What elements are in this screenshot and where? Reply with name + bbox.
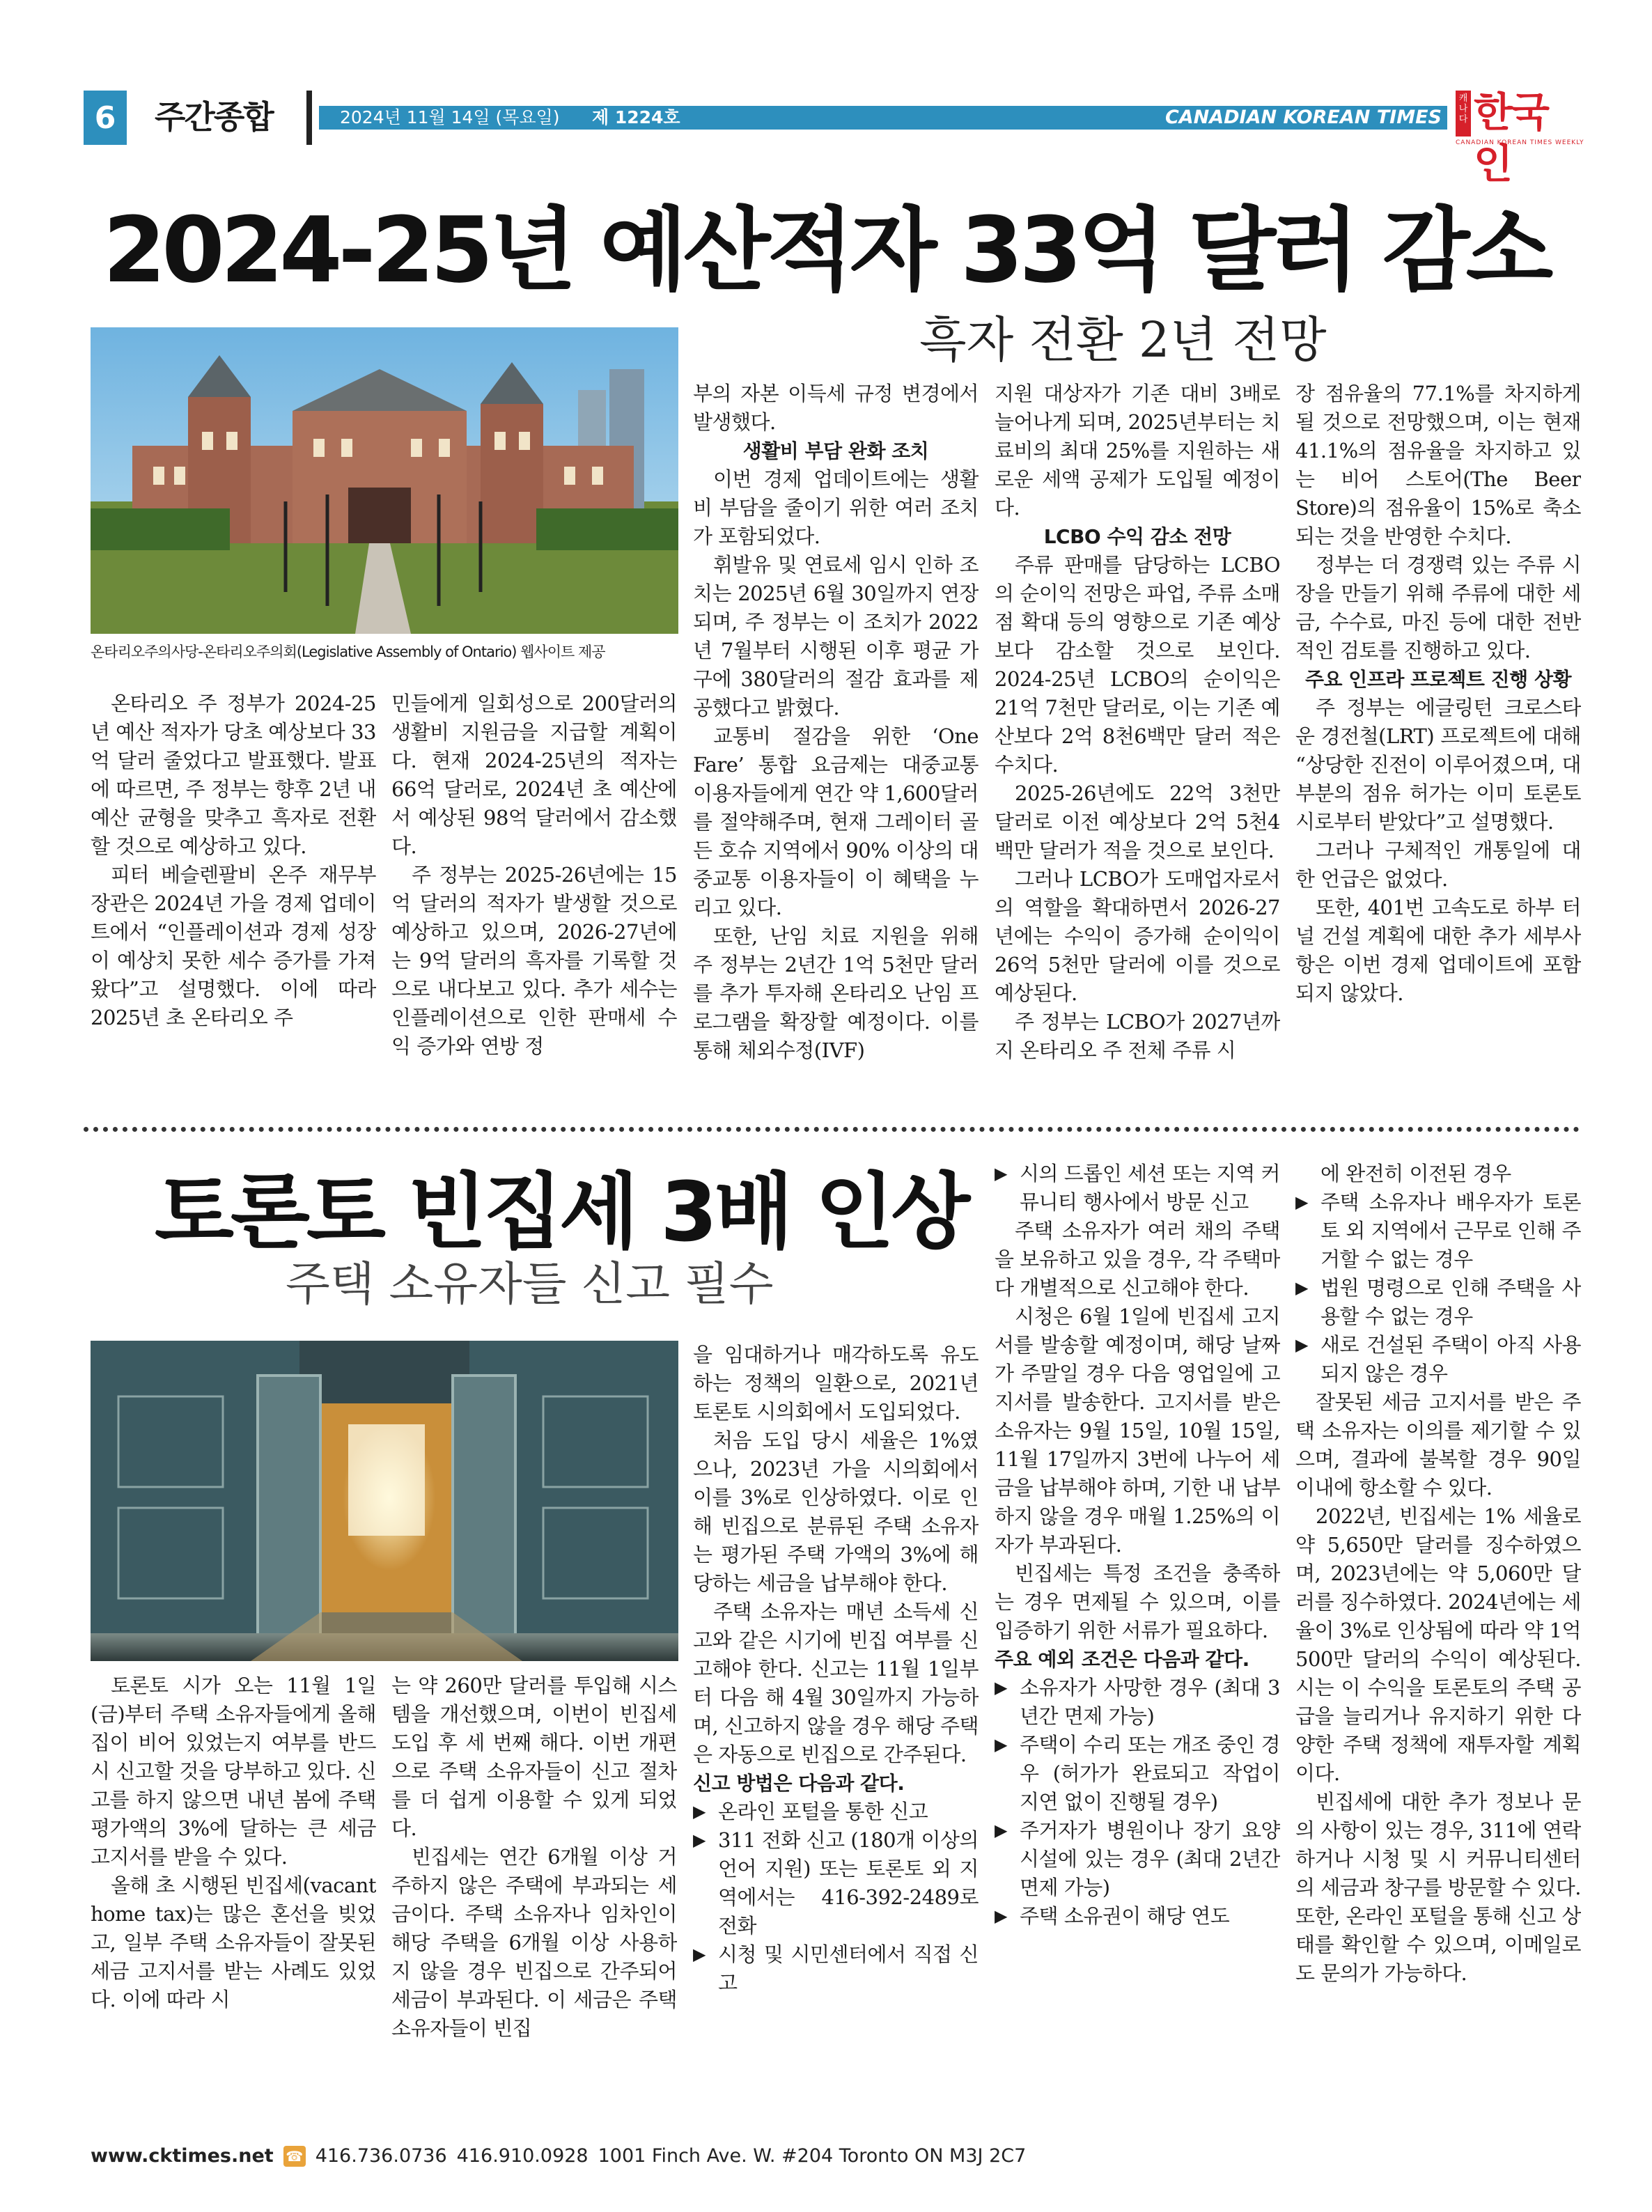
legislature-photo — [91, 327, 678, 634]
paragraph: 올해 초 시행된 빈집세(vacant home tax)는 많은 혼선을 빚었고, 일부 주택 소유자들이 잘못된 세금 고지서를 받는 사례도 있었다. 이에 따라 시 — [91, 1874, 376, 2011]
phone-number-2: 416.910.0928 — [456, 2145, 589, 2167]
list-item: ▶ 시청 및 시민센터에서 직접 신고 — [693, 1940, 979, 1997]
article1-column-5 — [1295, 380, 1581, 1100]
paragraph: 주 정부는 2025-26년에는 15억 달러의 적자가 발생할 것으로 예상하고 있으며, 2026-27년에는 9억 달러의 흑자를 기록할 것으로 내다보고 있다. 추가 세수는 인플레이션으로 인한 판매세 수익 증가와 연방 정 — [391, 863, 677, 1058]
list-item: ▶ 주택 소유자나 배우자가 토론토 외 지역에서 근무로 인해 주거할 수 없는 경우 — [1295, 1188, 1581, 1274]
paragraph: 주택 소유자가 여러 채의 주택을 보유하고 있을 경우, 각 주택마다 개별적으로 신고해야 한다. — [995, 1219, 1280, 1300]
article2-headline: 토론토 빈집세 3배 인상 — [155, 1164, 967, 1260]
paragraph: 빈집세는 특정 조건을 충족하는 경우 면제될 수 있으며, 이를 입증하기 위한 서류가 필요하다. — [995, 1561, 1280, 1642]
photo-caption: 온타리오주의사당-온타리오주의회(Legislative Assembly of Ontario) 웹사이트 제공 — [91, 644, 605, 660]
paragraph: 또한, 난임 치료 지원을 위해 주 정부는 2년간 1억 5천만 달러를 추가 투자해 온타리오 난임 프로그램을 확장할 예정이다. 이를 통해 체외수정(IVF) — [693, 924, 979, 1062]
article1-column-3 — [693, 380, 979, 1100]
paragraph: 빈집세에 대한 추가 정보나 문의 사항이 있는 경우, 311에 연락하거나 시청 및 시 커뮤니티센터의 세금과 창구를 방문할 수 있다. 또한, 온라인 포털을 통해 신고 상태를 확인할 수 있으며, 이메일로도 문의가 가능하다. — [1295, 1790, 1581, 1985]
paragraph: 피터 베슬렌팔비 온주 재무부 장관은 2024년 가을 경제 업데이트에서 “인플레이션과 경제 성장이 예상치 못한 세수 증가를 가져왔다”고 설명했다. 이에 따라 2025년 초 온타리오 주 — [91, 863, 376, 1029]
list-item: ▶ 시의 드롭인 세션 또는 지역 커뮤니티 행사에서 방문 신고 — [995, 1160, 1280, 1217]
paragraph: 부의 자본 이득세 규정 변경에서 발생했다. — [693, 382, 979, 434]
phone-number-1: 416.736.0736 — [315, 2145, 447, 2167]
list-item: ▶ 주택이 수리 또는 개조 중인 경우 (허가가 완료되고 작업이 지연 없이 진행될 경우) — [995, 1731, 1280, 1816]
subheading: 생활비 부담 완화 조치 — [742, 439, 929, 462]
list-item: ▶ 온라인 포털을 통한 신고 — [693, 1798, 979, 1826]
subheading: 주요 인프라 프로젝트 진행 상황 — [1304, 668, 1572, 691]
paragraph: 2025-26년에도 22억 3천만 달러로 이전 예상보다 2억 5천4백만 달러가 적을 것으로 보인다. — [995, 781, 1280, 862]
paragraph: 처음 도입 당시 세율은 1%였으나, 2023년 가을 시의회에서 이를 3%로 인상하였다. 이로 인해 빈집으로 분류된 주택 소유자는 평가된 주택 가액의 3%에 해당하는 세금을 납부해야 한다. — [693, 1428, 979, 1595]
page-footer — [91, 2145, 1026, 2167]
paragraph: 휘발유 및 연료세 임시 인하 조치는 2025년 6월 30일까지 연장되며, 주 정부는 이 조치가 2022년 7월부터 시행된 이후 평균 가구에 380달러의 절감 효과를 제공했다고 밝혔다. — [693, 553, 979, 719]
paragraph: 주 정부는 LCBO가 2027년까지 온타리오 주 전체 주류 시 — [995, 1010, 1280, 1062]
paragraph: 빈집세는 연간 6개월 이상 거주하지 않은 주택에 부과되는 세금이다. 주택 소유자나 임차인이 해당 주택을 6개월 이상 사용하지 않을 경우 빈집으로 간주되어 세금이 부과된다. 이 세금은 주택 소유자들이 빈집 — [391, 1845, 677, 2040]
header-divider — [306, 91, 312, 145]
article2-column-3 — [693, 1341, 979, 2117]
paragraph: 는 약 260만 달러를 투입해 시스템을 개선했으며, 이번이 빈집세 도입 후 세 번째 해다. 이번 개편으로 주택 소유자들이 신고 절차를 더 쉽게 이용할 수 있게 되었다. — [391, 1674, 677, 1840]
article1-headline: 2024-25년 예산적자 33억 달러 감소 — [102, 197, 1550, 303]
bullet-icon: ▶ — [995, 1906, 1007, 1926]
paragraph: 토론토 시가 오는 11월 1일(금)부터 주택 소유자들에게 올해 집이 비어 있었는지 여부를 반드시 신고할 것을 당부하고 있다. 신고를 하지 않으면 내년 봄에 주택 평가액의 3%에 달하는 큰 세금 고지서를 받을 수 있다. — [91, 1674, 376, 1869]
paragraph: 온타리오 주 정부가 2024-25년 예산 적자가 당초 예상보다 33억 달러 줄었다고 발표했다. 발표에 따르면, 주 정부는 향후 2년 내 예산 균형을 맞추고 흑자로 전환할 것으로 예상하고 있다. — [91, 692, 376, 858]
paragraph: 을 임대하거나 매각하도록 유도하는 정책의 일환으로, 2021년 토론토 시의회에서 도입되었다. — [693, 1343, 979, 1424]
paragraph: 주류 판매를 담당하는 LCBO의 순이익 전망은 파업, 주류 소매점 확대 등의 영향으로 기존 예상보다 감소할 것으로 보인다. 2024-25년 LCBO의 순이익은 21억 7천만 달러로, 이는 기존 예산보다 2억 8천6백만 달러 적은 수치다. — [995, 553, 1280, 777]
subheading: 신고 방법은 다음과 같다. — [693, 1772, 905, 1795]
paragraph: 주 정부는 에글링턴 크로스타운 경전철(LRT) 프로젝트에 대해 “상당한 진전이 이루어졌으며, 대부분의 점유 허가는 이미 토론토 시로부터 받았다”고 설명했다. — [1295, 696, 1581, 834]
list-item: ▶ 새로 건설된 주택이 아직 사용되지 않은 경우 — [1295, 1331, 1581, 1388]
bullet-icon: ▶ — [693, 1830, 706, 1850]
page-number: 6 — [84, 91, 127, 145]
bullet-icon: ▶ — [995, 1678, 1007, 1697]
paragraph: 시청은 6월 1일에 빈집세 고지서를 발송할 예정이며, 해당 날짜가 주말일 경우 다음 영업일에 고지서를 발송한다. 고지서를 받은 소유자는 9월 15일, 10월 15일, 11월 17일까지 3번에 나누어 세금을 납부해야 하며, 기한 내 납부하지 않을 경우 매월 1.25%의 이자가 부과된다. — [995, 1304, 1280, 1557]
section-title: 주간종합 — [155, 98, 273, 136]
article2-column-4 — [995, 1160, 1280, 2117]
paragraph: 장 점유율의 77.1%를 차지하게 될 것으로 전망했으며, 이는 현재 41.1%의 점유율을 차지하고 있는 비어 스토어(The Beer Store)의 점유율이 15%로 축소되는 것을 반영한 수치다. — [1295, 382, 1581, 548]
bullet-icon: ▶ — [995, 1821, 1007, 1840]
paragraph: 이번 경제 업데이트에는 생활비 부담을 줄이기 위한 여러 조치가 포함되었다. — [693, 467, 979, 548]
newspaper-logo — [1456, 86, 1584, 187]
list-item: ▶ 주거자가 병원이나 장기 요양시설에 있는 경우 (최대 2년간 면제 가능) — [995, 1816, 1280, 1902]
paragraph: 주택 소유자는 매년 소득세 신고와 같은 시기에 빈집 여부를 신고해야 한다. 신고는 11월 1일부터 다음 해 4월 30일까지 가능하며, 신고하지 않을 경우 해당 주택은 자동으로 빈집으로 간주된다. — [693, 1600, 979, 1766]
bullet-icon: ▶ — [995, 1164, 1007, 1183]
address: 1001 Finch Ave. W. #204 Toronto ON M3J 2C7 — [598, 2145, 1027, 2167]
list-item: ▶ 311 전화 신고 (180개 이상의 언어 지원) 또는 토론토 외 지역에서는 416-392-2489로 전화 — [693, 1826, 979, 1940]
article2-column-1 — [91, 1672, 376, 2117]
paragraph: 그러나 구체적인 개통일에 대한 언급은 없었다. — [1295, 839, 1581, 891]
website-link[interactable]: www.cktimes.net — [91, 2145, 274, 2167]
paragraph: 교통비 절감을 위한 ‘One Fare’ 통합 요금제는 대중교통 이용자들에게 연간 약 1,600달러를 절약해주며, 현재 그레이터 골든 호슈 지역에서 90% 이상의 대중교통 이용자들이 이 혜택을 누리고 있다. — [693, 724, 979, 919]
list-item: ▶ 법원 명령으로 인해 주택을 사용할 수 없는 경우 — [1295, 1274, 1581, 1331]
paragraph: 민들에게 일회성으로 200달러의 생활비 지원금을 지급할 계획이다. 현재 2024-25년의 적자는 66억 달러로, 2024년 초 예산에서 예상된 98억 달러에서 감소했다. — [391, 692, 677, 858]
issue-date: 2024년 11월 14일 (목요일) — [340, 107, 560, 127]
paragraph: 그러나 LCBO가 도매업자로서의 역할을 확대하면서 2026-27년에는 수익이 증가해 순이익이 26억 5천만 달러에 이를 것으로 예상된다. — [995, 867, 1280, 1005]
bullet-icon: ▶ — [1295, 1278, 1308, 1298]
list-item-continued: 에 완전히 이전된 경우 — [1320, 1162, 1511, 1185]
paragraph: 지원 대상자가 기존 대비 3배로 늘어나게 되며, 2025년부터는 치료비의 최대 25%를 지원하는 새로운 세액 공제가 도입될 예정이다. — [995, 382, 1280, 520]
paragraph: 또한, 401번 고속도로 하부 터널 건설 계획에 대한 추가 세부사항은 이번 경제 업데이트에 포함되지 않았다. — [1295, 896, 1581, 1005]
logo-text: 한국인 — [1474, 88, 1548, 187]
bullet-icon: ▶ — [1295, 1335, 1308, 1355]
bullet-icon: ▶ — [693, 1945, 706, 1964]
logo-side-label: 캐나다 — [1456, 91, 1471, 137]
article2-subheadline: 주택 소유자들 신고 필수 — [286, 1257, 774, 1311]
empty-house-photo — [91, 1341, 678, 1661]
paragraph: 2022년, 빈집세는 1% 세율로 약 5,650만 달러를 징수하였으며, 2023년에는 약 5,060만 달러를 징수하였다. 2024년에는 세율이 3%로 인상됨에 따라 약 1억 500만 달러의 수익이 예상된다. 시는 이 수익을 토론토의 주택 공급을 늘리거나 유지하기 위한 다양한 주택 정책에 재투자할 계획이다. — [1295, 1504, 1581, 1785]
bullet-icon: ▶ — [995, 1735, 1007, 1754]
list-item: ▶ 주택 소유권이 해당 연도 — [995, 1902, 1280, 1931]
subheading: 주요 예외 조건은 다음과 같다. — [995, 1648, 1249, 1671]
logo-subtitle: CANADIAN KOREAN TIMES WEEKLY — [1456, 139, 1584, 146]
article1-subheadline: 흑자 전환 2년 전망 — [919, 311, 1327, 368]
subheading: LCBO 수익 감소 전망 — [1043, 525, 1231, 548]
paper-name: CANADIAN KOREAN TIMES — [1164, 107, 1442, 128]
phone-icon: ☎ — [283, 2146, 306, 2167]
paragraph: 잘못된 세금 고지서를 받은 주택 소유자는 이의를 제기할 수 있으며, 결과에 불복할 경우 90일 이내에 항소할 수 있다. — [1295, 1390, 1581, 1500]
paragraph: 정부는 더 경쟁력 있는 주류 시장을 만들기 위해 주류에 대한 세금, 수수료, 마진 등에 대한 전반적인 검토를 진행하고 있다. — [1295, 553, 1581, 662]
bullet-icon: ▶ — [1295, 1192, 1308, 1212]
article1-column-4 — [995, 380, 1280, 1100]
article2-column-2 — [391, 1672, 677, 2117]
article1-column-2 — [391, 690, 677, 1100]
issue-number: 제 1224호 — [592, 107, 680, 127]
article-divider — [84, 1127, 1580, 1132]
list-item: ▶ 소유자가 사망한 경우 (최대 3년간 면제 가능) — [995, 1674, 1280, 1731]
article1-column-1 — [91, 690, 376, 1100]
article2-column-5 — [1295, 1160, 1581, 2117]
bullet-icon: ▶ — [693, 1802, 706, 1821]
